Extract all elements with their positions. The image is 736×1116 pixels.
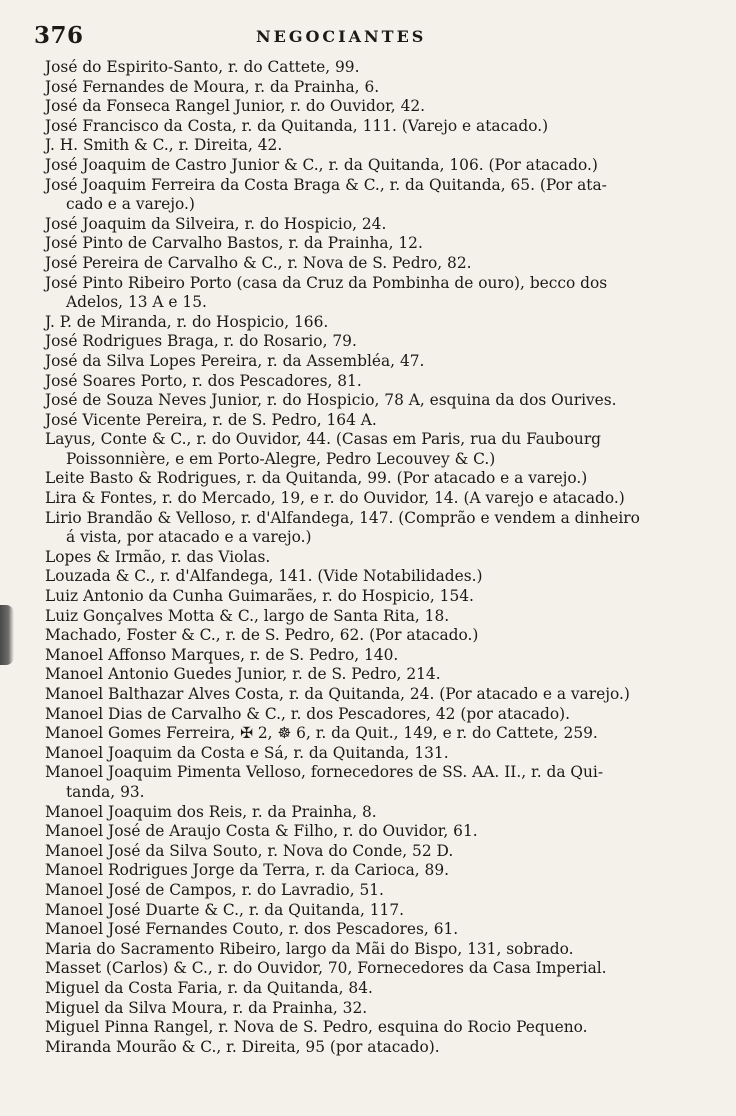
entry-text: Manoel José de Campos, r. do Lavradio, 51.	[45, 880, 384, 899]
entry-text: Machado, Foster & C., r. de S. Pedro, 62. (Por atacado.)	[45, 626, 479, 645]
entry-text: Luiz Gonçalves Motta & C., largo de Santa Rita, 18.	[45, 606, 450, 625]
entry-text: Manoel Antonio Guedes Junior, r. de S. Pedro, 214.	[45, 665, 441, 684]
entry-text: Leite Basto & Rodrigues, r. da Quitanda, 99. (Por atacado e a varejo.)	[45, 469, 588, 488]
entry-text: José Pinto de Carvalho Bastos, r. da Prainha, 12.	[45, 234, 423, 253]
merchant-list	[45, 58, 685, 1057]
entry-text: Manoel Gomes Ferreira, ✠ 2, ☸ 6, r. da Quit., 149, e r. do Cattete, 259.	[45, 724, 598, 743]
page-number: 376	[34, 22, 84, 49]
list-item	[45, 685, 685, 705]
entry-text: Manoel José de Araujo Costa & Filho, r. do Ouvidor, 61.	[45, 822, 478, 841]
list-item	[45, 391, 685, 411]
entry-text: José Soares Porto, r. dos Pescadores, 81.	[45, 371, 362, 390]
entry-text: José Joaquim de Castro Junior & C., r. da Quitanda, 106. (Por atacado.)	[45, 155, 598, 174]
entry-text: Manoel Balthazar Alves Costa, r. da Quitanda, 24. (Por atacado e a varejo.)	[45, 685, 630, 703]
list-item	[45, 352, 685, 372]
entry-text: José Joaquim Ferreira da Costa Braga & C., r. da Quitanda, 65. (Por ata-	[45, 175, 607, 194]
list-item	[45, 78, 685, 98]
list-item	[45, 176, 685, 215]
list-item	[45, 724, 685, 744]
entry-text: José Pinto Ribeiro Porto (casa da Cruz da Pombinha de ouro), becco dos	[45, 273, 608, 292]
running-head: NEGOCIANTES	[256, 27, 427, 46]
list-item	[45, 626, 685, 646]
list-item	[45, 215, 685, 235]
entry-text: José da Silva Lopes Pereira, r. da Assembléa, 47.	[45, 351, 425, 370]
entry-text: José Joaquim da Silveira, r. do Hospicio, 24.	[45, 214, 387, 233]
list-item	[45, 881, 685, 901]
list-item	[45, 156, 685, 176]
binding-shadow	[0, 605, 14, 665]
list-item	[45, 58, 685, 78]
list-item	[45, 97, 685, 117]
entry-text: Maria do Sacramento Ribeiro, largo da Mãi do Bispo, 131, sobrado.	[45, 939, 574, 958]
entry-text: Manoel Dias de Carvalho & C., r. dos Pescadores, 42 (por atacado).	[45, 704, 571, 723]
list-item	[45, 803, 685, 823]
entry-continuation: á vista, por atacado e a varejo.)	[66, 528, 312, 547]
list-item	[45, 587, 685, 607]
entry-text: Manoel Affonso Marques, r. de S. Pedro, 140.	[45, 645, 399, 664]
entry-text: Lopes & Irmão, r. das Violas.	[45, 547, 271, 566]
list-item	[45, 959, 685, 979]
entry-continuation: cado e a varejo.)	[66, 195, 195, 214]
list-item	[45, 411, 685, 431]
list-item	[45, 430, 685, 469]
entry-text: José Rodrigues Braga, r. do Rosario, 79.	[45, 332, 357, 351]
list-item	[45, 548, 685, 568]
entry-text: Louzada & C., r. d'Alfandega, 141. (Vide Notabilidades.)	[45, 567, 483, 586]
list-item	[45, 313, 685, 333]
list-item	[45, 489, 685, 509]
list-item	[45, 861, 685, 881]
entry-continuation: Adelos, 13 A e 15.	[66, 293, 207, 312]
list-item	[45, 117, 685, 137]
page-header	[34, 22, 684, 50]
entry-text: José do Espirito-Santo, r. do Cattete, 99.	[45, 58, 360, 76]
list-item	[45, 842, 685, 862]
list-item	[45, 901, 685, 921]
entry-text: Manoel José Duarte & C., r. da Quitanda, 117.	[45, 900, 405, 919]
list-item	[45, 1018, 685, 1038]
list-item	[45, 999, 685, 1019]
entry-text: Luiz Antonio da Cunha Guimarães, r. do Hospicio, 154.	[45, 587, 474, 606]
list-item	[45, 332, 685, 352]
entry-text: Manoel Joaquim Pimenta Velloso, fornecedores de SS. AA. II., r. da Qui-	[45, 763, 604, 782]
list-item	[45, 567, 685, 587]
list-item	[45, 822, 685, 842]
list-item	[45, 274, 685, 313]
entry-text: José Francisco da Costa, r. da Quitanda, 111. (Varejo e atacado.)	[45, 116, 549, 135]
entry-text: Miguel da Silva Moura, r. da Prainha, 32.	[45, 998, 368, 1017]
list-item	[45, 763, 685, 802]
entry-text: Manoel Joaquim dos Reis, r. da Prainha, 8.	[45, 802, 377, 821]
list-item	[45, 254, 685, 274]
list-item	[45, 1038, 685, 1058]
entry-text: José Vicente Pereira, r. de S. Pedro, 164 A.	[45, 410, 377, 429]
entry-text: José Pereira de Carvalho & C., r. Nova de S. Pedro, 82.	[45, 253, 472, 272]
entry-text: José Fernandes de Moura, r. da Prainha, 6.	[45, 77, 380, 96]
entry-continuation: Poissonnière, e em Porto-Alegre, Pedro Lecouvey & C.)	[66, 449, 496, 468]
list-item	[45, 509, 685, 548]
list-item	[45, 372, 685, 392]
entry-text: Miguel da Costa Faria, r. da Quitanda, 84.	[45, 978, 373, 997]
list-item	[45, 705, 685, 725]
entry-text: Manoel Joaquim da Costa e Sá, r. da Quitanda, 131.	[45, 743, 449, 762]
list-item	[45, 646, 685, 666]
entry-text: Miguel Pinna Rangel, r. Nova de S. Pedro, esquina do Rocio Pequeno.	[45, 1018, 588, 1037]
entry-continuation: tanda, 93.	[66, 782, 145, 801]
list-item	[45, 607, 685, 627]
entry-text: José da Fonseca Rangel Junior, r. do Ouvidor, 42.	[45, 97, 426, 116]
entry-text: Lirio Brandão & Velloso, r. d'Alfandega, 147. (Comprão e vendem a dinheiro	[45, 508, 640, 527]
entry-text: Manoel José Fernandes Couto, r. dos Pescadores, 61.	[45, 920, 459, 939]
list-item	[45, 136, 685, 156]
list-item	[45, 979, 685, 999]
list-item	[45, 920, 685, 940]
list-item	[45, 469, 685, 489]
entry-text: Miranda Mourão & C., r. Direita, 95 (por atacado).	[45, 1037, 440, 1056]
list-item	[45, 234, 685, 254]
list-item	[45, 665, 685, 685]
entry-text: José de Souza Neves Junior, r. do Hospicio, 78 A, esquina da dos Ourives.	[45, 391, 617, 410]
list-item	[45, 744, 685, 764]
entry-text: Layus, Conte & C., r. do Ouvidor, 44. (Casas em Paris, rua du Faubourg	[45, 430, 602, 449]
entry-text: J. H. Smith & C., r. Direita, 42.	[45, 136, 283, 155]
entry-text: Masset (Carlos) & C., r. do Ouvidor, 70, Fornecedores da Casa Imperial.	[45, 959, 607, 978]
entry-text: J. P. de Miranda, r. do Hospicio, 166.	[45, 312, 329, 331]
list-item	[45, 940, 685, 960]
entry-text: Manoel Rodrigues Jorge da Terra, r. da Carioca, 89.	[45, 861, 450, 880]
entry-text: Lira & Fontes, r. do Mercado, 19, e r. do Ouvidor, 14. (A varejo e atacado.)	[45, 489, 625, 508]
entry-text: Manoel José da Silva Souto, r. Nova do Conde, 52 D.	[45, 841, 454, 860]
